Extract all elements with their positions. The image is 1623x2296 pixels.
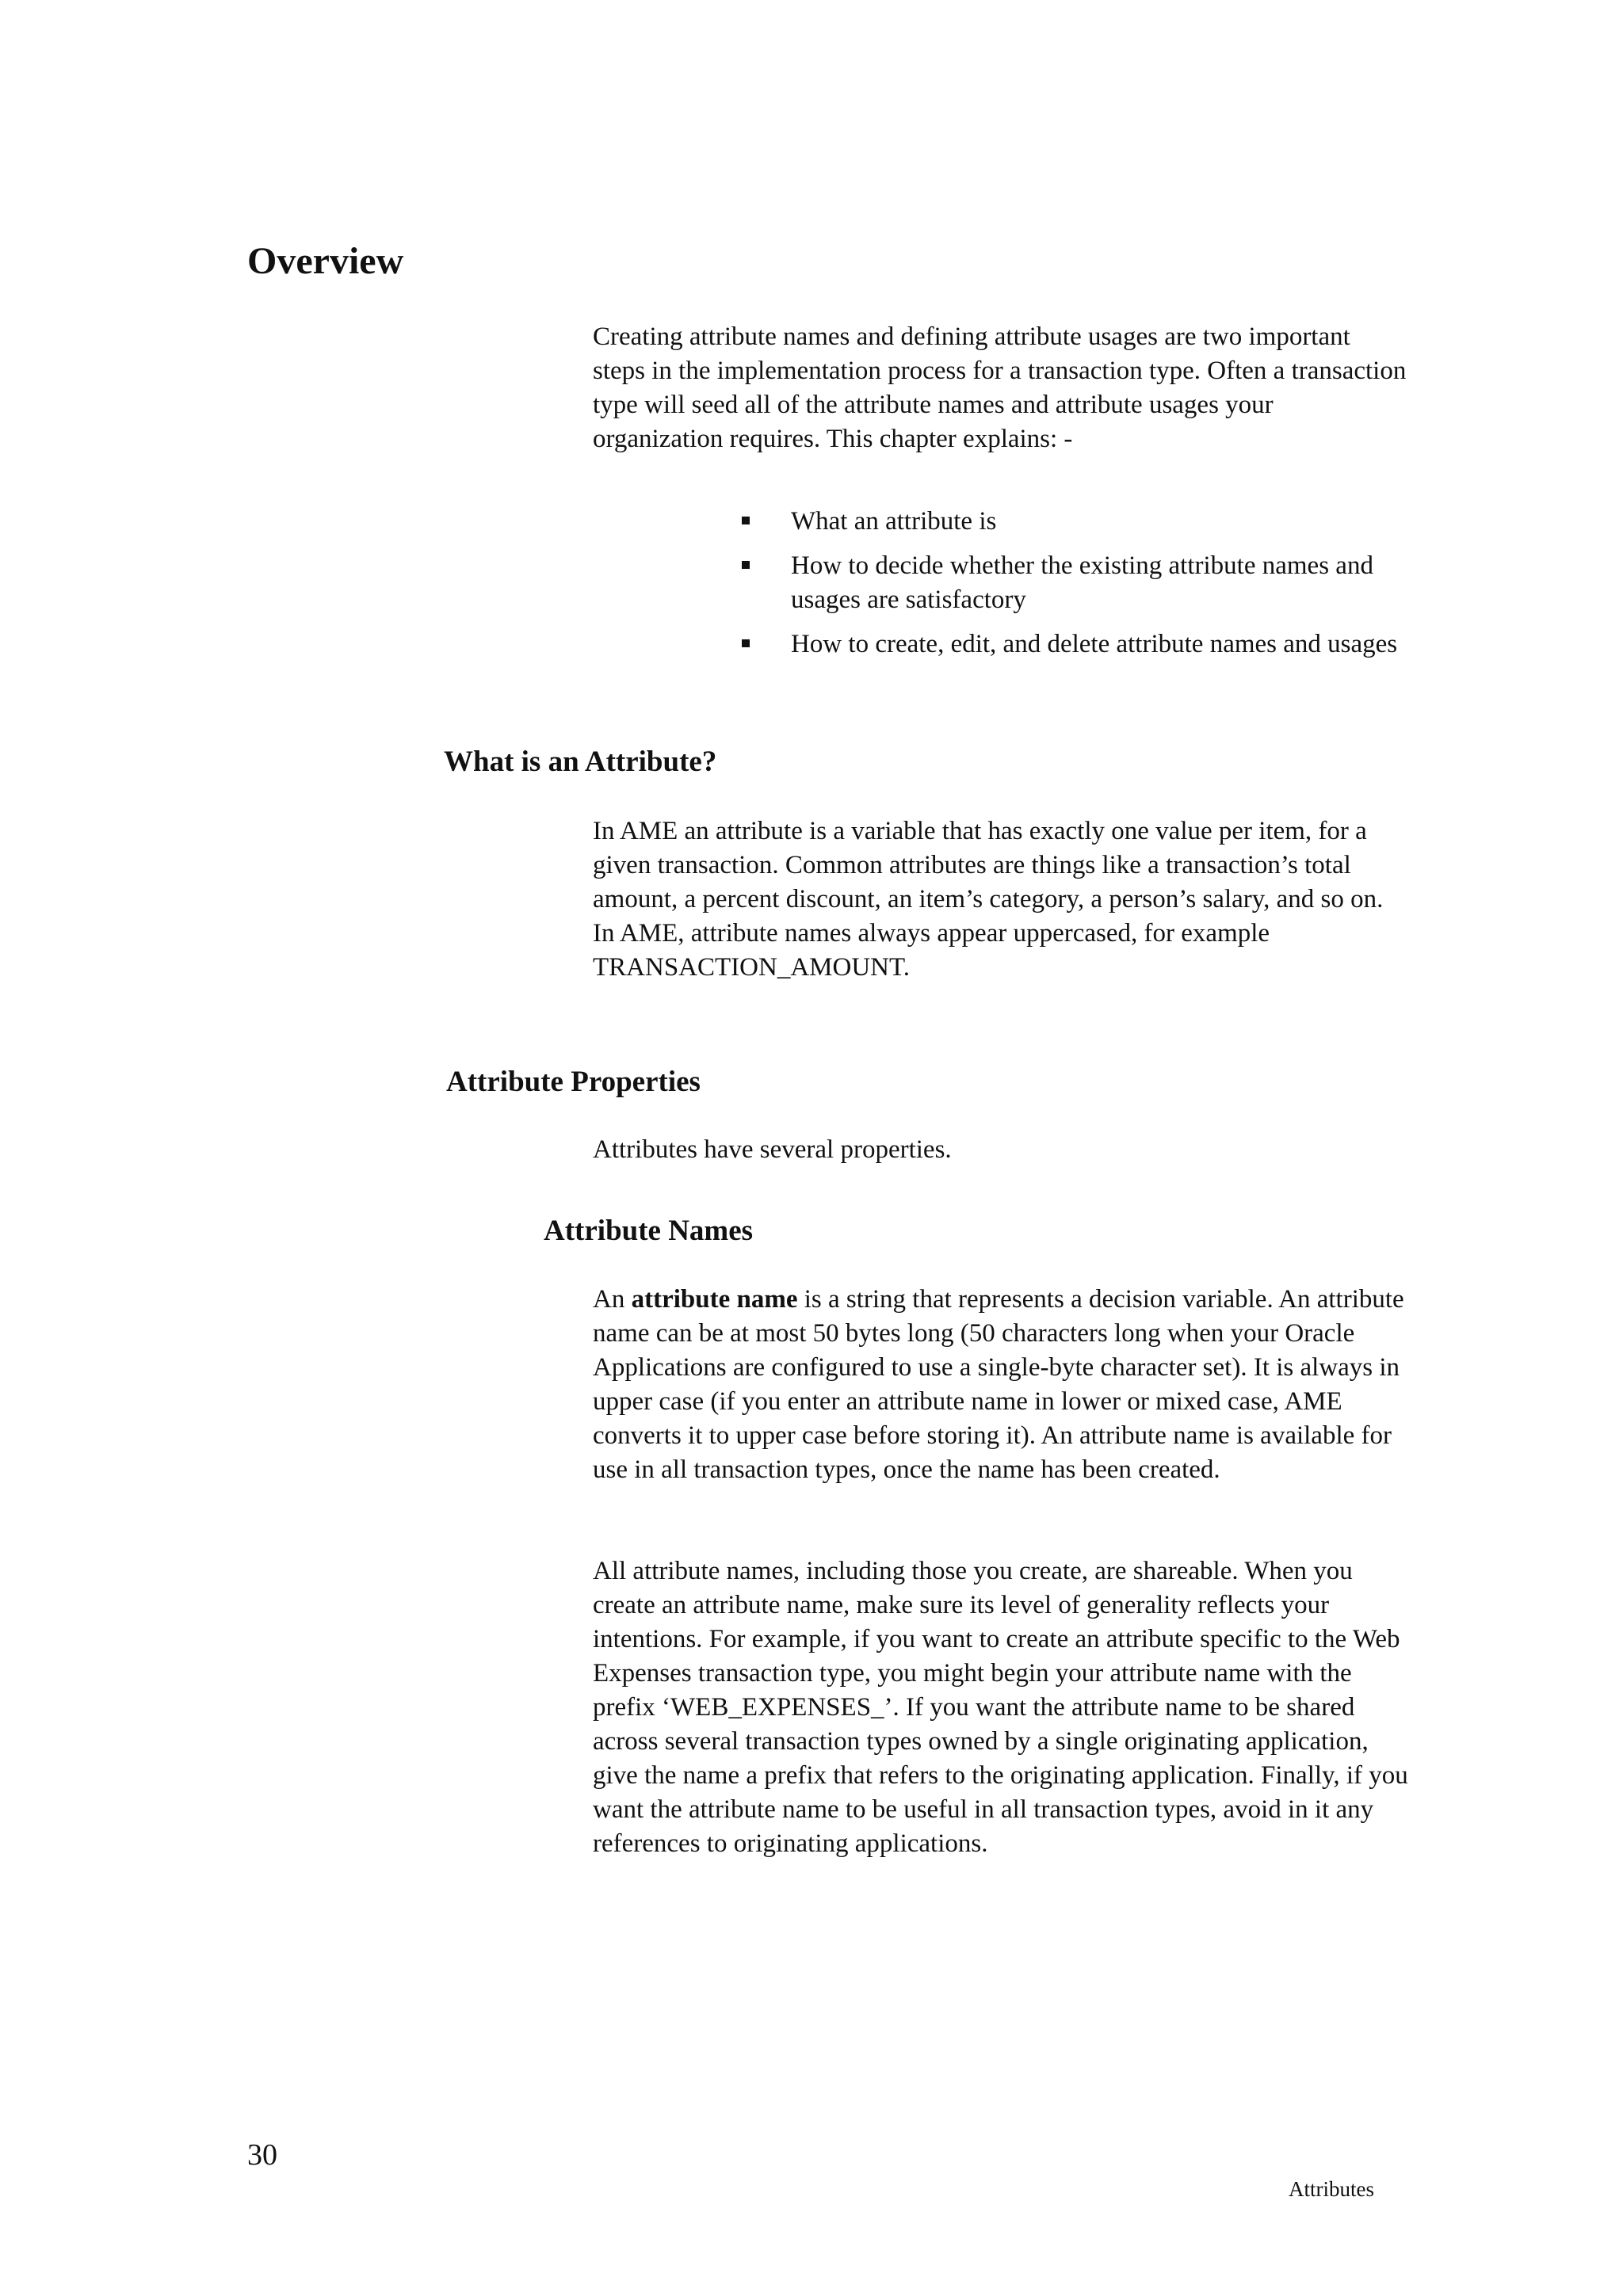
list-item — [742, 549, 1400, 617]
bullet-square-icon — [742, 639, 750, 647]
section-heading-what-is-attribute: What is an Attribute? — [444, 746, 717, 778]
footer-chapter-title: Attributes — [1289, 2177, 1374, 2201]
text-run: An — [593, 1285, 632, 1314]
attribute-properties-paragraph: Attributes have several properties. — [593, 1135, 952, 1164]
bullet-square-icon — [742, 517, 750, 524]
subsection-heading-attribute-names: Attribute Names — [544, 1215, 754, 1247]
chapter-topics-list — [742, 505, 1400, 672]
list-item — [742, 505, 1400, 539]
list-item — [742, 627, 1400, 662]
intro-paragraph: Creating attribute names and defining attribute usages are two important steps in the implementation process for a transaction type. Often a transaction type will seed all of the attribute names and attribute usages your organization requires. This chapter explains: - — [593, 322, 1407, 453]
page-number: 30 — [247, 2138, 277, 2172]
section-heading-attribute-properties: Attribute Properties — [446, 1066, 701, 1098]
attribute-names-paragraph-2: All attribute names, including those you create, are shareable. When you create an attribute name, make sure its level of generality reflects your intentions. For example, if you want to create an attribute specific to the Web Expenses transaction type, you might begin your attribute name with the prefix ‘WEB_EXPENSES_’. If you want the attribute name to be shared across several transaction types owned by a single originating application, give the name a prefix that refers to the originating application. Finally, if you want the attribute name to be useful in all transaction types, avoid in it any references to originating applications. — [593, 1557, 1408, 1858]
page-title: Overview — [247, 240, 404, 282]
list-item-text: How to decide whether the existing attribute names and usages are satisfactory — [791, 551, 1373, 614]
list-item-text: How to create, edit, and delete attribute names and usages — [791, 630, 1398, 658]
what-is-attribute-paragraph: In AME an attribute is a variable that has exactly one value per item, for a given transaction. Common attributes are things like a transaction’s total amount, a percent discount, an item’s category, a person’s salary, and so on. In AME, attribute names always appear uppercased, for example TRANSACTION_AMOUNT. — [593, 817, 1384, 982]
bullet-square-icon — [742, 561, 750, 569]
list-item-text: What an attribute is — [791, 507, 997, 536]
text-run: is a string that represents a decision variable. An attribute name can be at most 50 bytes long (50 characters long when your Oracle Applications are configured to use a single-byte character set). It is always in upper case (if you enter an attribute name in lower or mixed case, AME converts it to upper case before storing it). An attribute name is available for use in all transaction types, once the name has been created. — [593, 1285, 1404, 1484]
bold-term: attribute name — [631, 1285, 798, 1314]
attribute-names-paragraph-1 — [593, 1283, 1409, 1487]
